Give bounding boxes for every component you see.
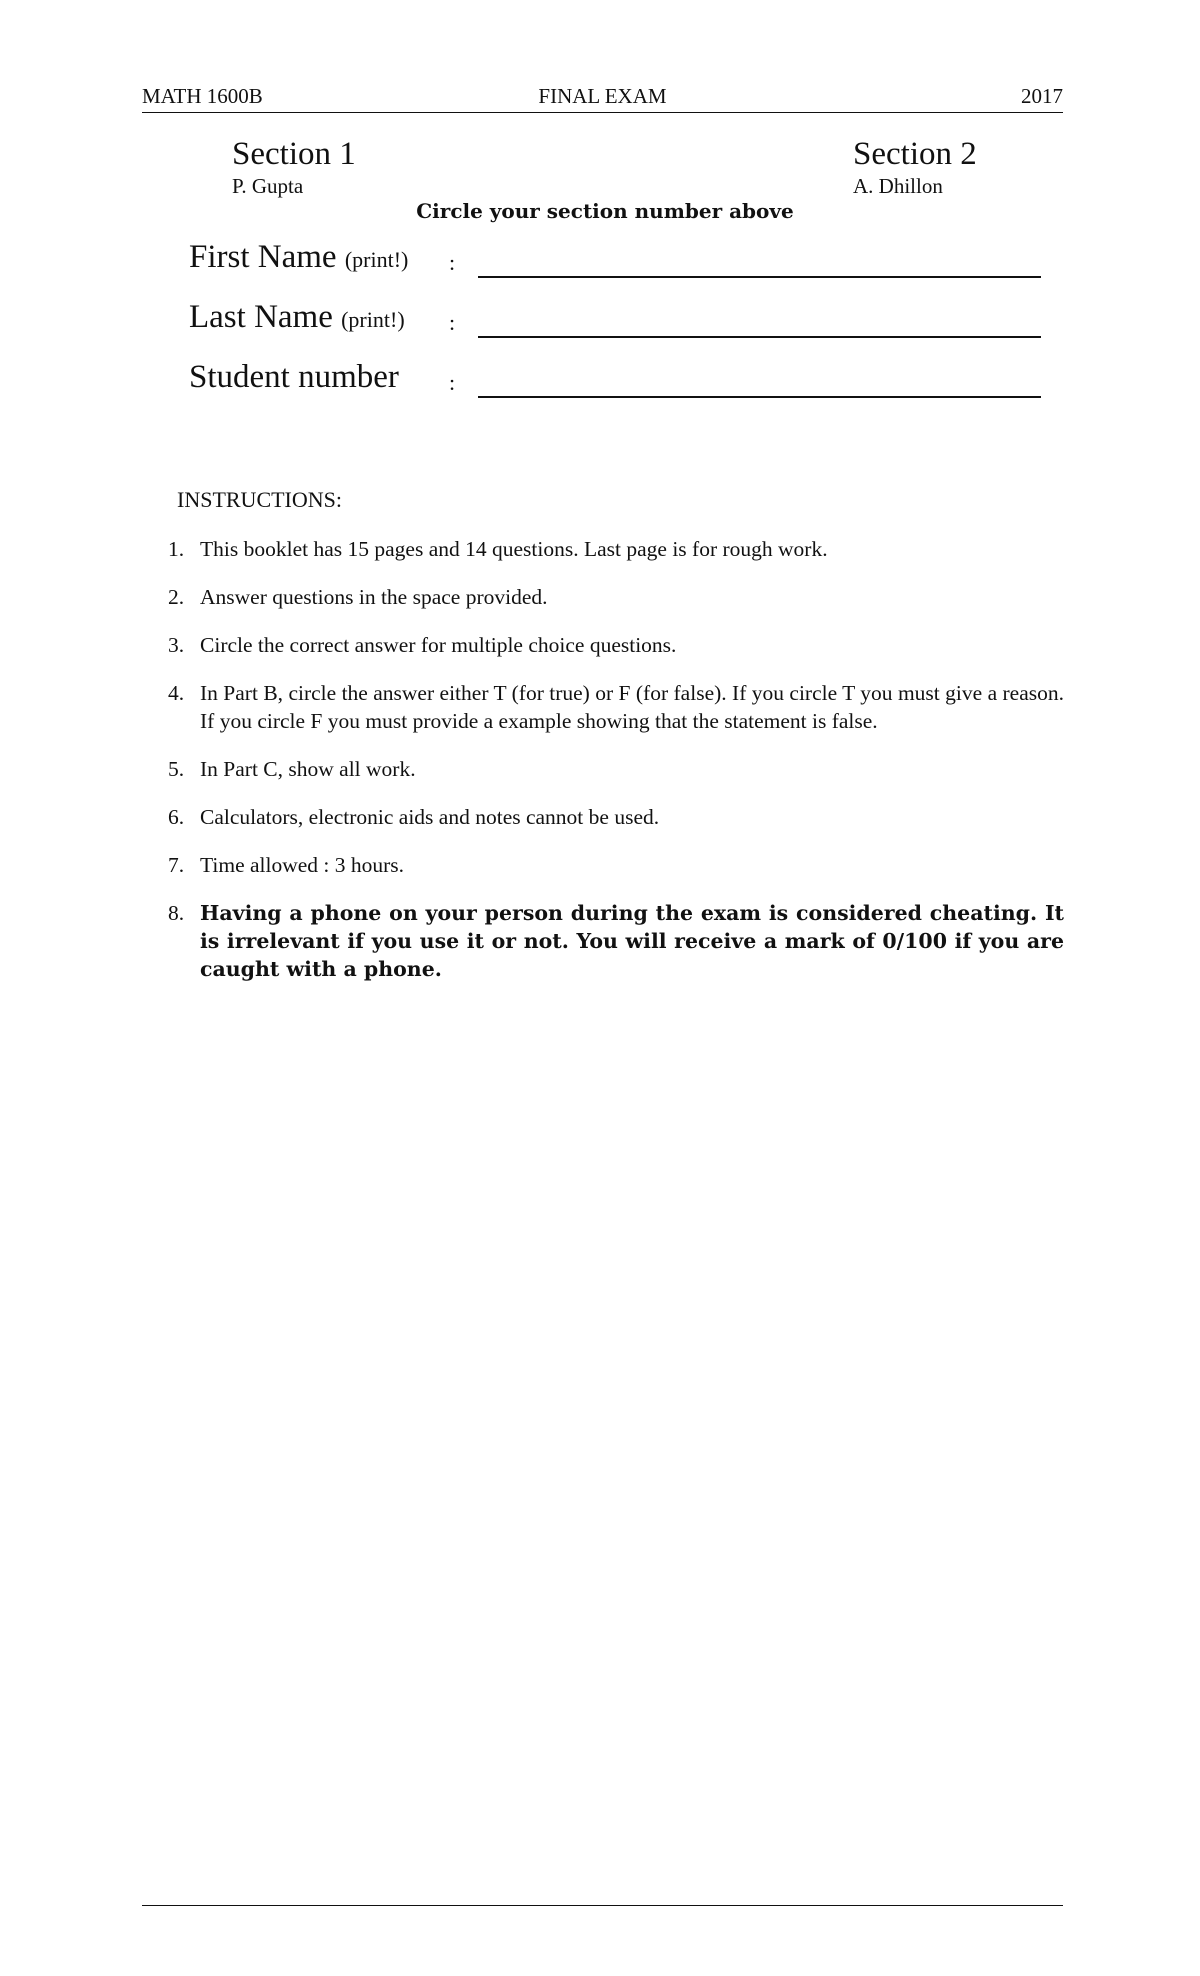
instruction-number: 8. [168,901,185,925]
section-1-instructor: P. Gupta [232,174,304,198]
instruction-item [168,803,1064,831]
instruction-number: 7. [168,853,185,877]
first-name-field[interactable] [478,276,1041,278]
section-note: Circle your section number above [416,199,794,223]
instruction-item [168,631,1064,659]
instruction-number: 5. [168,757,185,781]
instruction-text: Calculators, electronic aids and notes cannot be used. [200,805,660,829]
instruction-text: In Part C, show all work. [200,757,416,781]
section-1-title: Section 1 [232,136,356,172]
print-note: (print!) [344,247,409,272]
instruction-text: Having a phone on your person during the exam is considered cheating. It is irrelevant if you use it or not. You will receive a mark of 0/100 if you are caught with a phone. [200,901,1064,981]
last-name-label: Last Name (print!) [189,299,405,335]
instruction-number: 6. [168,805,185,829]
instruction-item [168,755,1064,783]
field-colon: : [449,250,456,275]
instruction-item [168,679,1064,735]
field-colon: : [449,310,456,335]
instruction-text: Answer questions in the space provided. [200,585,548,609]
instruction-text: Circle the correct answer for multiple choice questions. [200,633,677,657]
student-number-field[interactable] [478,396,1041,398]
exam-title: FINAL EXAM [538,84,667,108]
section-2-block[interactable] [853,136,977,198]
field-colon: : [449,370,456,395]
instruction-number: 3. [168,633,185,657]
instruction-text: Time allowed : 3 hours. [200,853,405,877]
instruction-text: In Part B, circle the answer either T (for true) or F (for false). If you circle T you must give a reason. If you circle F you must provide a example showing that the statement is false. [200,681,1064,733]
instructions-heading: INSTRUCTIONS: [177,487,343,512]
instruction-text: This booklet has 15 pages and 14 questions. Last page is for rough work. [200,537,828,561]
print-note: (print!) [341,307,405,332]
section-2-title: Section 2 [853,136,977,172]
instruction-item [168,583,1064,611]
instructions-list [168,535,1064,1003]
instruction-number: 4. [168,681,185,705]
course-code: MATH 1600B [142,84,263,108]
instruction-item-phone-warning [168,899,1064,983]
footer-rule [142,1905,1063,1906]
section-1-block[interactable] [232,136,356,198]
instruction-number: 2. [168,585,185,609]
running-header [142,82,1063,113]
section-2-instructor: A. Dhillon [853,174,943,198]
instruction-item [168,535,1064,563]
last-name-field[interactable] [478,336,1041,338]
first-name-row [189,238,1041,282]
student-number-row [189,358,1041,402]
student-number-label: Student number [189,359,399,395]
instruction-number: 1. [168,537,185,561]
last-name-row [189,298,1041,342]
first-name-label: First Name (print!) [189,239,409,275]
instruction-item [168,851,1064,879]
exam-year: 2017 [1021,84,1063,108]
